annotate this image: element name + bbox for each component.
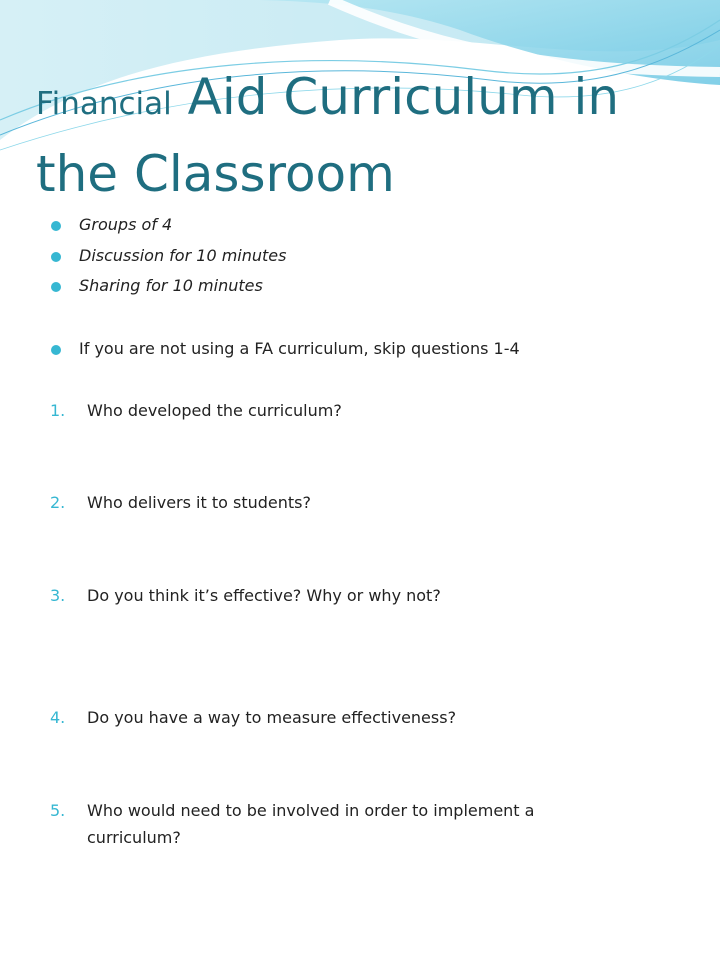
question-text: Who developed the curriculum? <box>87 401 342 420</box>
question-text: Do you think it’s effective? Why or why not? <box>87 586 441 605</box>
bullet-item <box>50 215 690 239</box>
title-rest: Aid Curriculum in the Classroom <box>36 68 620 203</box>
bullet-text: If you are not using a FA curriculum, skip questions 1-4 <box>79 339 520 358</box>
bullet-dot-icon <box>51 221 61 231</box>
bullet-dot-icon <box>51 345 61 355</box>
bullet-item <box>50 276 690 300</box>
question-text: Who delivers it to students? <box>87 493 311 512</box>
bullet-text: Groups of 4 <box>79 215 173 234</box>
bullet-text: Discussion for 10 minutes <box>79 246 287 265</box>
question-number: 1. <box>50 401 66 420</box>
question-number: 3. <box>50 586 66 605</box>
bullet-item <box>50 246 690 270</box>
title-first-word: Financial <box>36 86 172 122</box>
slide-title <box>36 62 696 209</box>
question-text: Who would need to be involved in order to implement a curriculum? <box>87 801 535 847</box>
question-number: 4. <box>50 708 66 727</box>
question-text: Do you have a way to measure effectiveness? <box>87 708 457 727</box>
bullet-dot-icon <box>51 282 61 292</box>
bullet-dot-icon <box>51 252 61 262</box>
question-number: 2. <box>50 493 66 512</box>
bullet-text: Sharing for 10 minutes <box>79 276 263 295</box>
bullet-item <box>50 339 690 363</box>
question-number: 5. <box>50 801 66 820</box>
